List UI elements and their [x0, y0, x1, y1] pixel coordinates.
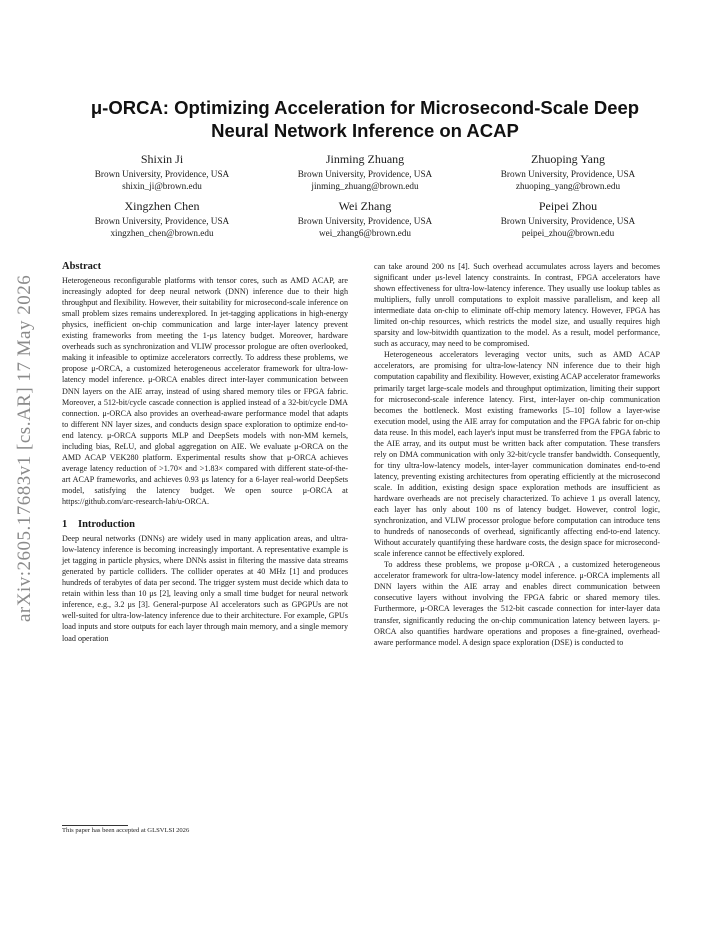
left-column: [62, 261, 348, 644]
intro-paragraph-1-continued: can take around 200 ns [4]. Such overhead accumulates across layers and becomes significant under μs-level latency constraints. In contrast, FPGA accelerators have shown effectiveness for ultra-low-latency inference. They usually use lookup tables as multipliers, fully unroll computations to exploit massive parallelism, and keep all intermediate data on-chip to eliminate off-chip memory latency. However, FPGA has limited on-chip resources, which restricts the model size, and usually requires high sparsity and low-bitwidth quantization to the model. As a result, model performance, such as accuracy, may need to be compromised.: [374, 262, 660, 349]
author-affiliation: Brown University, Providence, USA: [297, 216, 433, 226]
author-block: [62, 152, 668, 246]
author-name: Peipei Zhou: [538, 199, 598, 213]
author-name: Xingzhen Chen: [124, 199, 200, 213]
footnote: This paper has been accepted at GLSVLSI 2026: [62, 827, 190, 834]
intro-paragraph-1: Deep neural networks (DNNs) are widely used in many application areas, and ultra-low-latency inference is becoming increasingly important. A representative example is jet tagging in particle physics, where DNNs assist in filtering the massive data streams generated by particle colliders. The collider operates at 40 MHz [1] and produces hundreds of terabytes of data per second. The trigger system must decide which data to retain within less than 10 μs [2], leaving only a small time budget for neural network inference, e.g., 3.2 μs [3]. General-purpose AI accelerators such as GPGPUs are not well-suited for ultra-low-latency inference due to their architecture. For example, GPUs load inputs and store outputs for each layer through main memory, and a single memory load operation: [62, 534, 348, 643]
author-email: xingzhen_chen@brown.edu: [110, 228, 214, 238]
author: [62, 152, 262, 192]
right-column: [374, 261, 660, 648]
intro-paragraph-3: To address these problems, we propose μ-ORCA , a customized heterogeneous accelerator framework for ultra-low-latency model inference. μ-ORCA implements all DNN layers within the AIE array and enables direct communication between consecutive layers without involving the FPGA fabric or shared memory tiles. Furthermore, μ-ORCA leverages the 512-bit cascade connection for inter-layer data transfer, significantly reducing the on-chip communication latency between layers. μ-ORCA also quantifies hardware operations and proposes a fine-grained, overhead-aware performance model. A design space exploration (DSE) is conducted to: [374, 560, 660, 647]
author-email: jinming_zhuang@brown.edu: [311, 181, 419, 191]
author: [265, 152, 465, 192]
author-email: wei_zhang6@brown.edu: [319, 228, 411, 238]
paper-title: μ-ORCA: Optimizing Acceleration for Microsecond-Scale Deep Neural Network Inference on ACAP: [90, 97, 640, 141]
author-name: Zhuoping Yang: [530, 152, 605, 166]
abstract-text: Heterogeneous reconfigurable platforms with tensor cores, such as AMD ACAP, are increasingly adopted for deep neural network (DNN) inference due to their high throughput and flexibility. However, their suitability for microsecond-scale inference on small problem sizes remains underexplored. In jet-tagging applications in high-energy physics, inefficient on-chip communication and large inter-layer latency prevent existing frameworks from meeting the 1-μs latency budget. Moreover, hardware overheads such as synchronization and VLIW processor prologue are often overlooked, making it infeasible to optimize accelerators correctly. To address these problems, we propose μ-ORCA, a customized heterogeneous accelerator framework for ultra-low-latency model inference. μ-ORCA enables direct inter-layer communication between DNN layers on the AIE array, instead of using shared memory tiles or FPGA fabric. Moreover, a 512-bit/cycle cascade connection is applied instead of a 32-bit/cycle DMA connection. μ-ORCA also provides an overhead-aware performance model that adapts to different NN layer sizes, and conducts design space exploration to optimize end-to-end latency. μ-ORCA supports MLP and DeepSets models with non-MM kernels, including bias, ReLU, and global aggregation on AIE. We evaluate μ-ORCA on the AMD ACAP VEK280 platform. Experimental results show that μ-ORCA achieves average latency reduction of >1.70× and >1.83× compared with different state-of-the-art ACAP frameworks, and achieves 0.93 μs latency for a 6-layer real-world DeepSets model, satisfying the latency budget. We open source μ-ORCA at https://github.com/arc-research-lab/u-ORCA.: [62, 276, 348, 506]
author-affiliation: Brown University, Providence, USA: [94, 169, 230, 179]
author-name: Shixin Ji: [140, 152, 184, 166]
author-affiliation: Brown University, Providence, USA: [94, 216, 230, 226]
author-name: Wei Zhang: [338, 199, 392, 213]
author-affiliation: Brown University, Providence, USA: [500, 216, 636, 226]
footnote-divider: [62, 825, 128, 826]
intro-paragraph-2: Heterogeneous accelerators leveraging vector units, such as AMD ACAP accelerators, are promising for ultra-low-latency NN inference due to their high computation capability and flexibility. However, existing ACAP accelerator frameworks primarily target large-scale models and throughput optimization, limiting their support for microsecond-scale inference latency. First, inter-layer on-chip communication becomes the bottleneck. Most existing frameworks [5–10] follow a layer-wise execution model, using the AIE array for computation and the FPGA fabric for on-chip data reuse. In this model, each layer's input must be transferred from the FPGA fabric to the AIE array, and its output must be written back after computation. These transfers rely on DMA communication with only 32-bit/cycle transfer bandwidth. Consequently, for tiny ultra-low-latency models, inter-layer communication dominates end-to-end latency, preventing existing architectures from operating efficiently at the microsecond scale. In addition, existing design space exploration methods are insufficient as hardware overheads are not precisely characterized. To achieve 1 μs overall latency, each layer has only about 100 ns of latency budget. However, control logic, synchronization, and VLIW processor prologue before computation can introduce tens to hundreds of nanoseconds of overhead, significantly affecting end-to-end latency. Without accurately quantifying these hardware costs, the design space for microsecond-scale inference cannot be effectively explored.: [374, 350, 660, 559]
section-number: 1: [62, 519, 68, 531]
author-affiliation: Brown University, Providence, USA: [500, 169, 636, 179]
author-affiliation: Brown University, Providence, USA: [297, 169, 433, 179]
author-email: zhuoping_yang@brown.edu: [515, 181, 621, 191]
abstract-heading: Abstract: [62, 261, 102, 272]
section-title: Introduction: [78, 519, 135, 531]
author: [468, 152, 668, 192]
author: [62, 199, 262, 239]
author-row: [62, 152, 668, 192]
author-row: [62, 199, 668, 239]
author-name: Jinming Zhuang: [325, 152, 405, 166]
introduction-heading: [62, 519, 348, 530]
author: [468, 199, 668, 239]
author-email: peipei_zhou@brown.edu: [521, 228, 615, 238]
author: [265, 199, 465, 239]
arxiv-identifier: arXiv:2605.17683v1 [cs.AR] 17 May 2026: [14, 274, 35, 622]
author-email: shixin_ji@brown.edu: [122, 181, 202, 191]
